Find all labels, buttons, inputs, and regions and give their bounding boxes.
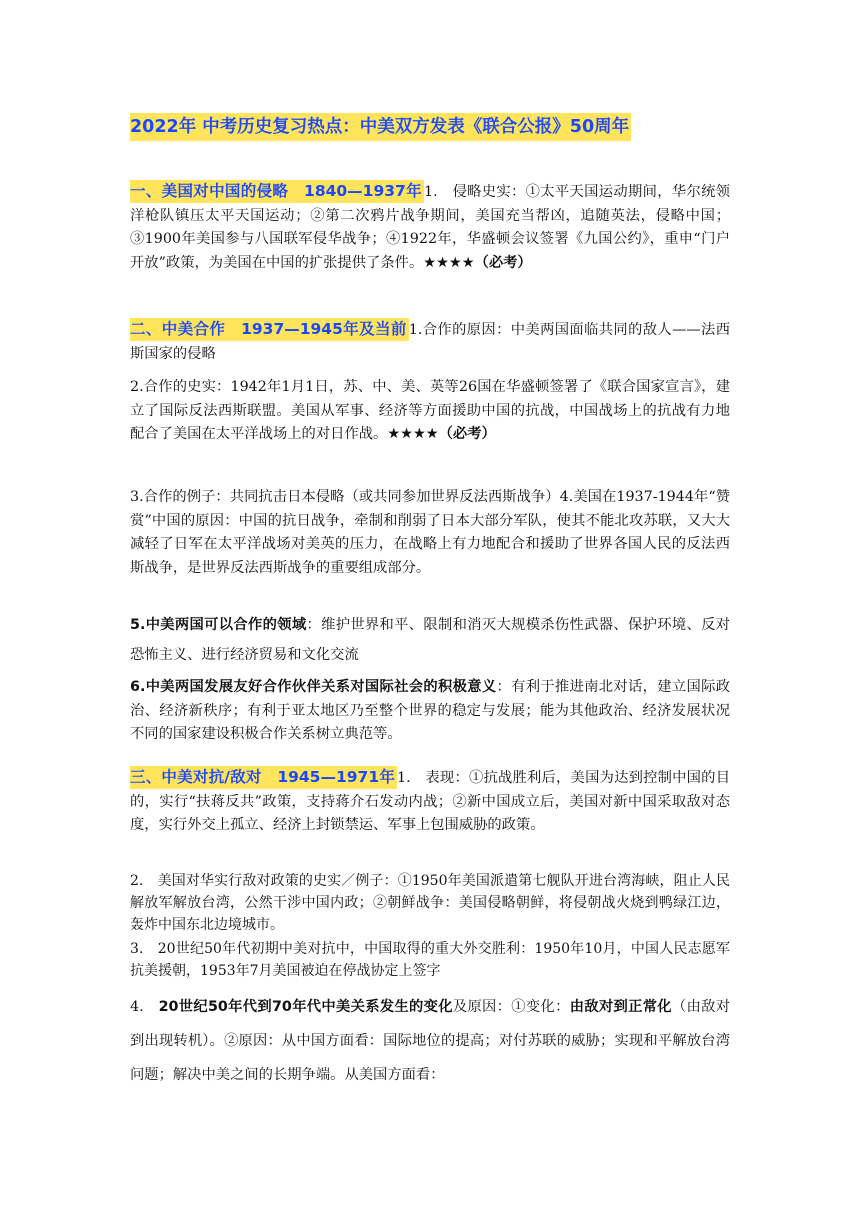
section-2-para-1 [130, 318, 730, 366]
section-2-p5-lead: 5.中美两国可以合作的领域 [130, 617, 307, 633]
section-2-stars: ★★★★（必考） [387, 426, 496, 442]
section-1 [130, 180, 730, 275]
section-3-para-4 [130, 990, 730, 1092]
section-3-p3-text: 3. 20世纪50年代初期中美对抗中，中国取得的重大外交胜利：1950年10月，中国人民志愿军抗美援朝，1953年7月美国被迫在停战协定上签字 [130, 941, 730, 979]
section-2-para-2 [130, 376, 730, 447]
section-2-para-5 [130, 610, 730, 670]
section-1-text: 1. 侵略史实：①太平天国运动期间，华尔统领洋枪队镇压太平天国运动；②第二次鸦片战争期间，美国充当帮凶，追随英法，侵略中国；③1900年美国参与八国联军侵华战争；④1922年，华盛顿会议签署《九国公约》，重申“门户开放”政策，为美国在中国的扩张提供了条件。 [130, 184, 731, 271]
section-3-p1-text: 1. 表现：①抗战胜利后，美国为达到控制中国的目的，实行“扶蒋反共”政策，支持蒋介石发动内战；②新中国成立后，美国对新中国采取敌对态度，实行外交上孤立、经济上封锁禁运、军事上包围威胁的政策。 [130, 770, 730, 833]
section-3-p4-mid: 及原因：①变化： [452, 999, 570, 1015]
section-1-heading: 一、美国对中国的侵略 1840—1937年 [130, 180, 424, 203]
section-3-p4-lead: 20世纪50年代到70年代中美关系发生的变化 [158, 999, 453, 1015]
section-2-para-3 [130, 486, 730, 580]
section-3-p4-bold: 由敌对到正常化 [569, 999, 672, 1015]
section-3-para-2 [130, 870, 730, 936]
section-3-para-1 [130, 766, 730, 838]
page-title: 2022年 中考历史复习热点：中美双方发表《联合公报》50周年 [130, 113, 631, 141]
section-2-p6-text: ：有利于推进南北对话，建立国际政治、经济新秩序；有利于亚太地区乃至整个世界的稳定与发展；能为其他政治、经济发展状况不同的国家建设积极合作关系树立典范等。 [130, 679, 730, 742]
section-3-heading: 三、中美对抗/敌对 1945—1971年 [130, 766, 397, 789]
section-2-p6-lead: 6.中美两国发展友好合作伙伴关系对国际社会的积极意义 [130, 679, 497, 695]
section-2-p1-text: 1.合作的原因：中美两国面临共同的敌人——法西斯国家的侵略 [130, 322, 731, 362]
section-2-p3-text: 3.合作的例子：共同抗击日本侵略（或共同参加世界反法西斯战争）4.美国在1937-1944年“赞赏”中国的原因：中国的抗日战争，牵制和削弱了日本大部分军队，使其不能北攻苏联，又大大减轻了日军在太平洋战场对美英的压力，在战略上有力地配合和援助了世界各国人民的反法西斯战争，是世界反法西斯战争的重要组成部分。 [130, 489, 730, 576]
section-3-para-3 [130, 938, 730, 982]
section-2-para-6 [130, 676, 730, 747]
section-3-p2-text: 2. 美国对华实行敌对政策的史实／例子：①1950年美国派遣第七舰队开进台湾海峡，阻止人民解放军解放台湾，公然干涉中国内政；②朝鲜战争：美国侵略朝鲜，将侵朝战火烧到鸭绿江边，轰炸中国东北边境城市。 [130, 873, 730, 933]
section-2-heading: 二、中美合作 1937—1945年及当前 [130, 318, 409, 341]
section-3-p4-text: （由敌对到出现转机）。②原因：从中国方面看：国际地位的提高；对付苏联的威胁；实现和平解放台湾问题；解决中美之间的长期争端。从美国方面看： [130, 999, 731, 1083]
section-2-p5-text: ：维护世界和平、限制和消灭大规模杀伤性武器、保护环境、反对恐怖主义、进行经济贸易和文化交流 [130, 617, 730, 663]
section-1-stars: ★★★★（必考） [423, 254, 532, 271]
section-2-p2-text: 2.合作的史实：1942年1月1日，苏、中、美、英等26国在华盛顿签署了《联合国家宣言》，建立了国际反法西斯联盟。美国从军事、经济等方面援助中国的抗战，中国战场上的抗战有力地配合了美国在太平洋战场上的对日作战。 [130, 379, 730, 442]
section-3-p4-num: 4. [130, 999, 159, 1015]
